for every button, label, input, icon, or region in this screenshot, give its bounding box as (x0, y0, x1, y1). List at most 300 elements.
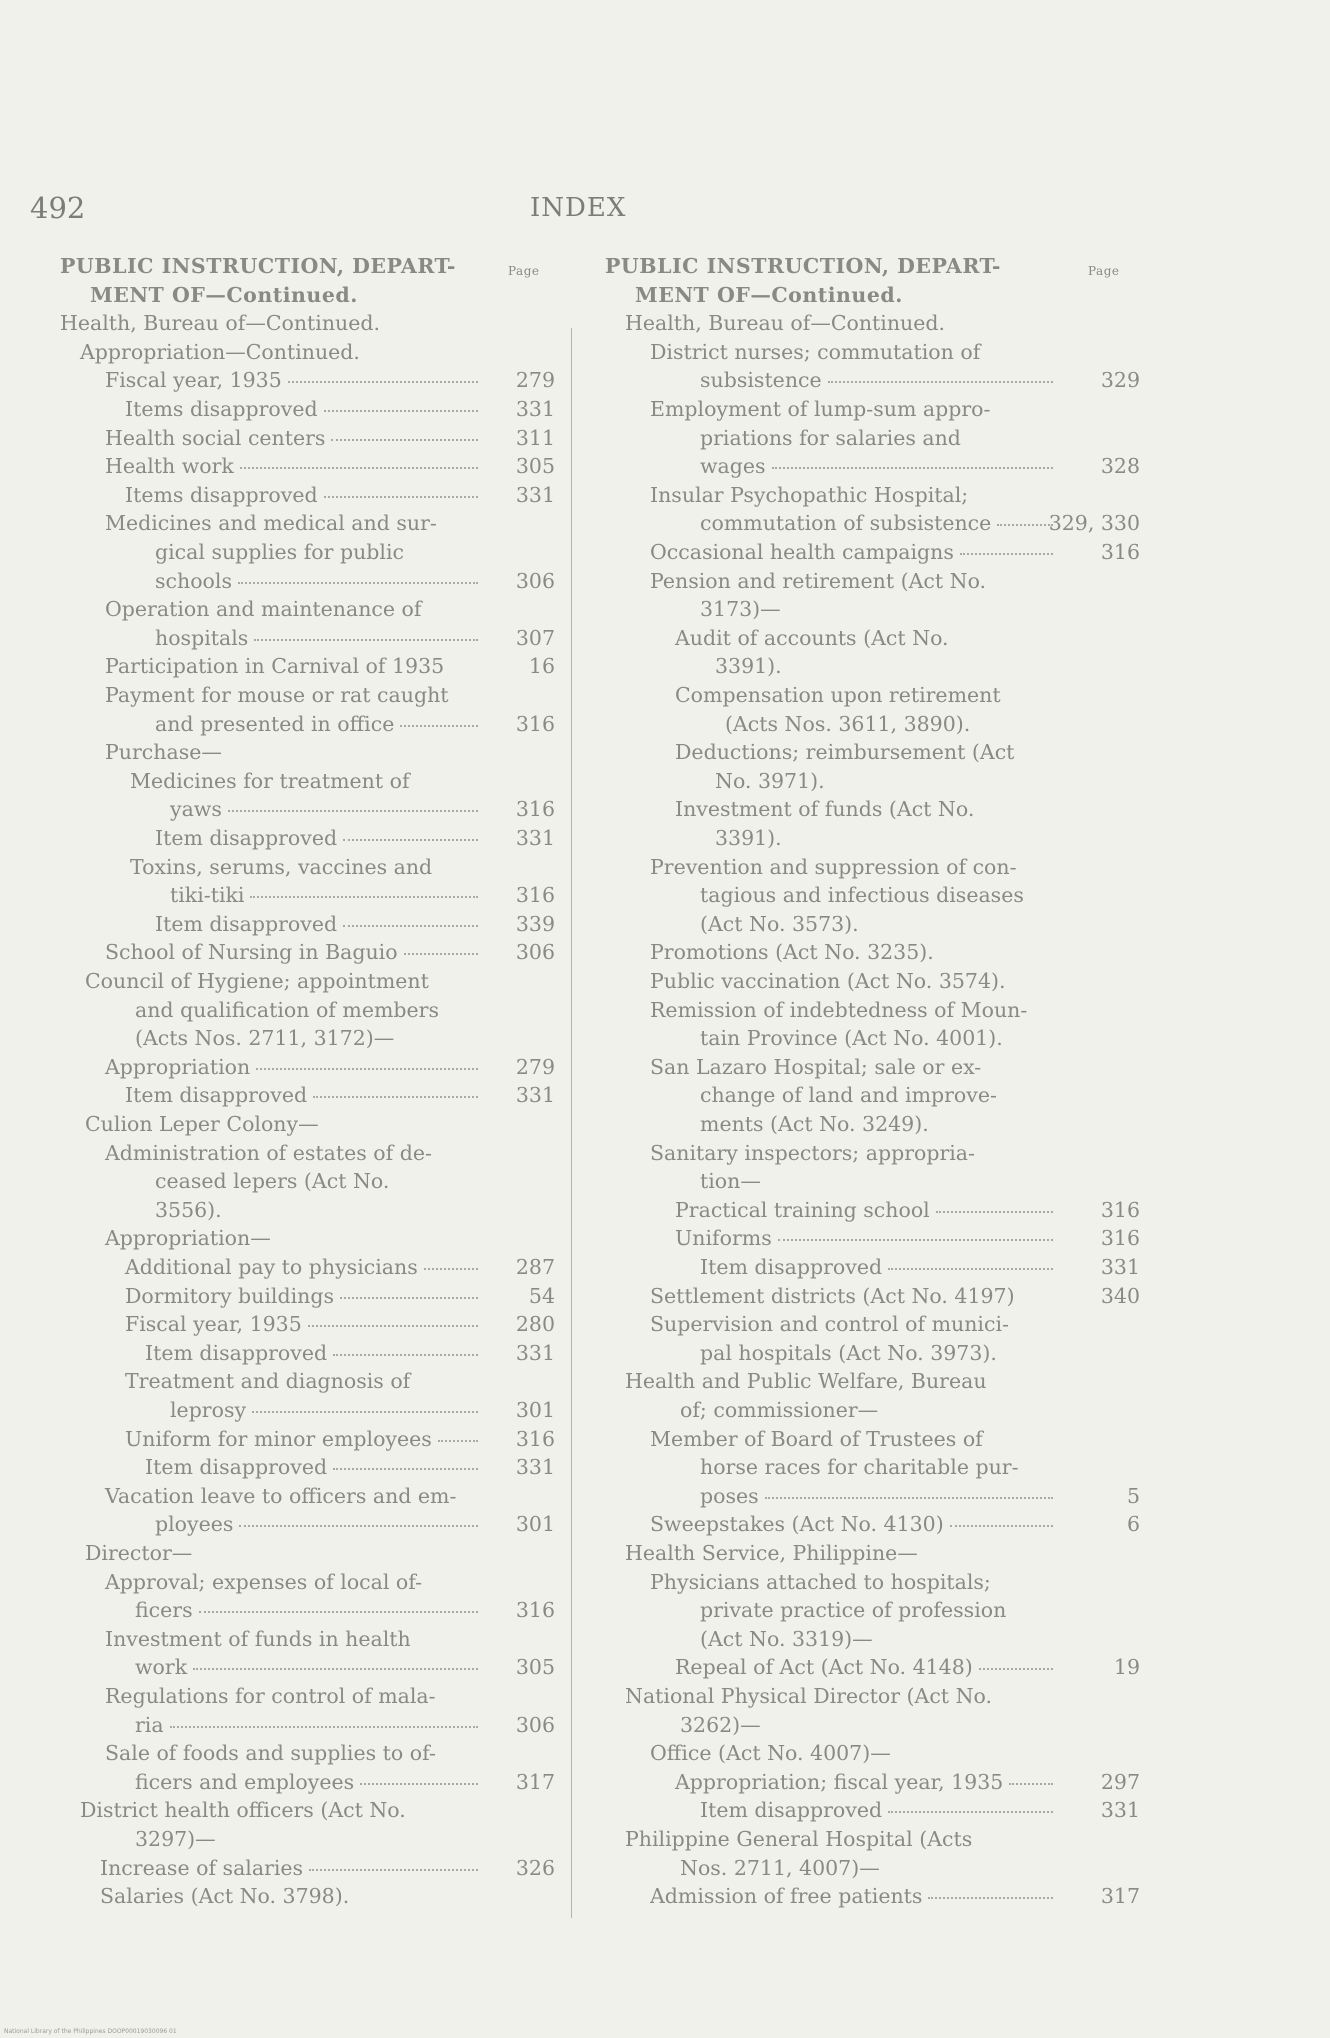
right-entry-text: Health Service, Philippine— (625, 1541, 918, 1565)
right-dot-leader (936, 1211, 1053, 1213)
scan-credit: National Library of the Philippines DOOP00019030096 01 (4, 2028, 177, 2035)
right-index-entry (700, 910, 859, 938)
left-index-entry (105, 424, 478, 452)
right-entry-text: Office (Act No. 4007)— (650, 1741, 891, 1766)
left-dot-leader (340, 1297, 478, 1299)
right-entry-text: (Act No. 3573). (700, 911, 859, 936)
right-page-column-label: Page (1088, 264, 1120, 278)
left-dot-leader (333, 1468, 478, 1470)
right-index-entry (715, 652, 782, 680)
right-index-entry (700, 1625, 873, 1653)
right-entry-text: poses (700, 1483, 759, 1508)
left-index-entry (155, 1196, 222, 1224)
right-entry-text: Repeal of Act (Act No. 4148) (675, 1655, 973, 1680)
right-entry-text: private practice of profession (700, 1598, 1007, 1623)
left-dot-leader (252, 1411, 478, 1413)
right-index-entry (625, 1825, 972, 1853)
left-index-entry (155, 1510, 478, 1538)
left-entry-text: PUBLIC INSTRUCTION, DEPART- (60, 254, 456, 278)
right-index-entry (650, 395, 990, 423)
right-index-entry (605, 252, 1001, 280)
left-dot-leader (438, 1440, 478, 1442)
left-index-entry (105, 595, 421, 623)
left-entry-text: Toxins, serums, vaccines and (130, 854, 433, 879)
right-index-entry (675, 738, 1014, 766)
left-entry-text: Item disapproved (155, 911, 338, 936)
right-page-reference: 316 (1100, 1226, 1140, 1251)
left-index-entry (155, 824, 478, 852)
left-dot-leader (333, 1354, 478, 1356)
left-entry-text: Appropriation— (105, 1226, 271, 1251)
left-entry-text: work (135, 1655, 188, 1680)
right-entry-text: Promotions (Act No. 3235). (650, 940, 934, 965)
right-entry-text: Insular Psychopathic Hospital; (650, 482, 969, 507)
left-page-column-label: Page (508, 264, 540, 278)
left-dot-leader (238, 582, 478, 584)
right-dot-leader (828, 381, 1053, 383)
right-page-reference: 6 (1126, 1512, 1140, 1537)
right-entry-text: Item disapproved (700, 1255, 883, 1279)
left-index-entry (125, 1282, 478, 1310)
left-dot-leader (170, 1726, 478, 1728)
left-entry-text: ployees (155, 1512, 234, 1537)
right-entry-text: No. 3971). (715, 768, 825, 793)
right-entry-text: wages (700, 454, 766, 479)
left-entry-text: ficers (135, 1598, 193, 1623)
left-dot-leader (250, 896, 478, 898)
right-index-entry (650, 1310, 1009, 1338)
left-index-entry (80, 338, 360, 366)
right-entry-text: priations for salaries and (700, 425, 961, 450)
left-entry-text: Payment for mouse or rat caught (105, 683, 449, 707)
right-dot-leader (765, 1497, 1053, 1499)
left-page-reference: 331 (515, 1340, 555, 1365)
right-entry-text: Physicians attached to hospitals; (650, 1569, 991, 1594)
right-entry-text: 3391). (715, 826, 782, 850)
left-page-reference: 301 (515, 1398, 555, 1422)
left-entry-text: yaws (170, 797, 222, 822)
left-index-entry (135, 1711, 478, 1739)
left-index-entry (130, 853, 432, 881)
left-entry-text: Item disapproved (145, 1455, 328, 1480)
right-index-entry (680, 1396, 878, 1424)
right-dot-leader (888, 1811, 1053, 1813)
left-index-entry (105, 938, 478, 966)
left-page-reference: 305 (515, 454, 555, 479)
left-index-entry (105, 1739, 436, 1767)
left-index-entry (170, 795, 478, 823)
right-dot-leader (950, 1525, 1053, 1527)
right-page-reference: 331 (1100, 1798, 1140, 1823)
right-index-entry (650, 1882, 1053, 1910)
left-entry-text: Sale of foods and supplies to of- (105, 1741, 436, 1766)
left-index-entry (155, 567, 478, 595)
left-entry-text: and qualification of members (135, 997, 439, 1022)
right-page-reference: 317 (1100, 1884, 1140, 1909)
right-dot-leader (960, 553, 1053, 555)
right-page-reference: 316 (1100, 1197, 1140, 1222)
left-index-entry (60, 252, 456, 280)
left-page-reference: 287 (515, 1255, 555, 1279)
right-index-entry (680, 1854, 880, 1882)
right-entry-text: Sanitary inspectors; appropria- (650, 1140, 975, 1165)
left-entry-text: Dormitory buildings (125, 1283, 335, 1308)
right-entry-text: Investment of funds (Act No. (675, 797, 975, 822)
right-page-reference: 19 (1113, 1655, 1140, 1680)
left-index-entry (105, 509, 437, 537)
right-index-entry (700, 509, 1053, 537)
left-entry-text: School of Nursing in Baguio (105, 940, 398, 965)
left-entry-text: Fiscal year, 1935 (105, 368, 282, 393)
right-page-reference: 297 (1100, 1769, 1140, 1794)
right-index-entry (675, 795, 974, 823)
left-entry-text: Director— (85, 1541, 193, 1565)
left-page-reference: 316 (515, 1598, 555, 1623)
right-page-reference: 340 (1100, 1283, 1140, 1308)
left-index-entry (155, 624, 478, 652)
left-page-reference: 331 (515, 397, 555, 421)
right-index-entry (650, 567, 986, 595)
left-entry-text: Approval; expenses of local of- (105, 1569, 423, 1594)
left-entry-text: Health social centers (105, 425, 326, 450)
right-entry-text: subsistence (700, 368, 822, 393)
left-index-entry (125, 1310, 478, 1338)
left-index-entry (105, 452, 478, 480)
left-index-entry (85, 1539, 192, 1567)
right-index-entry (650, 538, 1053, 566)
left-entry-text: Regulations for control of mala- (105, 1684, 436, 1708)
left-entry-text: Additional pay to physicians (125, 1255, 418, 1279)
left-page-reference: 280 (515, 1312, 555, 1337)
page-number: 492 (30, 191, 86, 225)
left-entry-text: Purchase— (105, 740, 222, 765)
right-entry-text: District nurses; commutation of (650, 339, 981, 364)
left-page-reference: 306 (515, 568, 555, 593)
right-entry-text: horse races for charitable pur- (700, 1455, 1019, 1480)
left-dot-leader (239, 1525, 478, 1527)
left-page-reference: 306 (515, 1712, 555, 1737)
left-entry-text: 3556). (155, 1197, 222, 1222)
left-dot-leader (343, 925, 478, 927)
left-index-entry (90, 281, 358, 309)
right-index-entry (700, 1081, 997, 1109)
left-entry-text: gical supplies for public (155, 540, 404, 564)
left-index-entry (125, 1425, 478, 1453)
left-entry-text: schools (155, 568, 232, 593)
right-entry-text: PUBLIC INSTRUCTION, DEPART- (605, 254, 1001, 278)
left-entry-text: District health officers (Act No. (80, 1798, 406, 1823)
right-dot-leader (888, 1268, 1053, 1270)
right-dot-leader (997, 524, 1053, 526)
right-entry-text: (Acts Nos. 3611, 3890). (725, 711, 971, 736)
right-entry-text: Admission of free patients (650, 1884, 923, 1909)
right-entry-text: tion— (700, 1169, 761, 1194)
right-entry-text: Item disapproved (700, 1798, 883, 1823)
left-entry-text: Appropriation—Continued. (80, 339, 360, 364)
right-dot-leader (1009, 1783, 1053, 1785)
left-page-reference: 279 (515, 368, 555, 393)
right-index-entry (700, 1024, 1003, 1052)
left-entry-text: Health work (105, 454, 234, 479)
right-entry-text: commutation of subsistence (700, 511, 992, 536)
right-index-entry (675, 1224, 1053, 1252)
right-entry-text: of; commissioner— (680, 1398, 879, 1422)
right-index-entry (700, 1796, 1053, 1824)
left-dot-leader (256, 1068, 478, 1070)
right-index-entry (675, 1653, 1053, 1681)
right-entry-text: Deductions; reimbursement (Act (675, 740, 1015, 765)
left-index-entry (85, 967, 429, 995)
right-index-entry (650, 1510, 1053, 1538)
left-page-reference: 54 (528, 1283, 555, 1308)
left-index-entry (155, 910, 478, 938)
left-entry-text: Medicines and medical and sur- (105, 511, 437, 536)
right-entry-text: 3262)— (680, 1712, 761, 1737)
right-entry-text: Uniforms (675, 1226, 772, 1251)
left-index-entry (125, 395, 478, 423)
right-index-entry (650, 1568, 991, 1596)
column-divider (571, 328, 572, 1918)
right-entry-text: Appropriation; fiscal year, 1935 (675, 1769, 1004, 1794)
left-dot-leader (331, 439, 478, 441)
right-entry-text: ments (Act No. 3249). (700, 1112, 929, 1136)
left-page-reference: 317 (515, 1769, 555, 1794)
right-entry-text: Audit of accounts (Act No. (675, 625, 949, 650)
left-dot-leader (343, 839, 478, 841)
left-page-reference: 279 (515, 1054, 555, 1079)
left-index-entry (155, 710, 478, 738)
left-dot-leader (400, 725, 478, 727)
right-index-entry (650, 1139, 975, 1167)
right-entry-text: Remission of indebtedness of Moun- (650, 997, 1028, 1022)
left-index-entry (155, 538, 404, 566)
left-index-entry (105, 681, 449, 709)
right-index-entry (700, 1482, 1053, 1510)
left-dot-leader (288, 381, 478, 383)
left-page-reference: 311 (515, 425, 555, 450)
left-dot-leader (199, 1611, 478, 1613)
right-index-entry (650, 853, 1017, 881)
right-entry-text: Philippine General Hospital (Acts (625, 1827, 973, 1851)
left-entry-text: 3297)— (135, 1827, 216, 1851)
right-entry-text: tain Province (Act No. 4001). (700, 1026, 1003, 1051)
right-entry-text: MENT OF—Continued. (635, 282, 903, 307)
left-index-entry (100, 1882, 349, 1910)
left-page-reference: 339 (515, 911, 555, 936)
left-index-entry (125, 1081, 478, 1109)
right-index-entry (700, 1167, 761, 1195)
right-entry-text: Pension and retirement (Act No. (650, 568, 987, 593)
right-index-entry (625, 1539, 918, 1567)
left-page-reference: 307 (515, 625, 555, 650)
left-index-entry (85, 1110, 319, 1138)
left-dot-leader (324, 496, 478, 498)
right-entry-text: Nos. 2711, 4007)— (680, 1855, 880, 1880)
left-page-reference: 306 (515, 940, 555, 965)
left-entry-text: ficers and employees (135, 1769, 355, 1794)
right-page-reference: 328 (1100, 454, 1140, 479)
left-index-entry (135, 996, 439, 1024)
left-index-entry (135, 1653, 478, 1681)
right-index-entry (680, 1711, 761, 1739)
right-index-entry (700, 1339, 997, 1367)
left-index-entry (145, 1453, 478, 1481)
left-index-entry (105, 366, 478, 394)
right-entry-text: 3391). (715, 654, 782, 679)
right-entry-text: National Physical Director (Act No. (625, 1684, 992, 1708)
right-index-entry (715, 824, 782, 852)
right-index-entry (675, 681, 1001, 709)
left-page-reference: 16 (528, 654, 555, 679)
right-dot-leader (778, 1239, 1053, 1241)
right-index-entry (650, 481, 968, 509)
right-index-entry (715, 767, 825, 795)
left-entry-text: Health, Bureau of—Continued. (60, 311, 381, 336)
left-entry-text: Treatment and diagnosis of (125, 1369, 411, 1394)
right-page-reference: 331 (1100, 1255, 1140, 1279)
left-dot-leader (254, 639, 478, 641)
left-entry-text: ria (135, 1712, 164, 1737)
right-index-entry (700, 1110, 929, 1138)
left-entry-text: Uniform for minor employees (125, 1426, 432, 1451)
left-entry-text: hospitals (155, 625, 249, 650)
right-entry-text: Prevention and suppression of con- (650, 854, 1017, 879)
right-index-entry (700, 452, 1053, 480)
left-index-entry (80, 1796, 406, 1824)
left-index-entry (145, 1339, 478, 1367)
left-page-reference: 331 (515, 1083, 555, 1108)
left-index-entry (125, 481, 478, 509)
left-index-entry (135, 1825, 216, 1853)
right-index-entry (650, 1739, 891, 1767)
left-page-reference: 316 (515, 711, 555, 736)
right-entry-text: Supervision and control of munici- (650, 1312, 1009, 1337)
left-index-entry (105, 652, 444, 680)
left-index-entry (105, 1625, 411, 1653)
right-index-entry (625, 1682, 992, 1710)
left-entry-text: Medicines for treatment of (130, 768, 410, 793)
left-page-reference: 326 (515, 1855, 555, 1880)
right-index-entry (650, 338, 980, 366)
left-page-reference: 331 (515, 482, 555, 507)
right-page-reference: 5 (1126, 1483, 1140, 1508)
left-index-entry (125, 1253, 478, 1281)
right-index-entry (700, 1453, 1019, 1481)
right-entry-text: Compensation upon retirement (675, 683, 1001, 707)
right-index-entry (625, 1367, 987, 1395)
left-entry-text: Salaries (Act No. 3798). (100, 1884, 350, 1909)
left-entry-text: Administration of estates of de- (105, 1140, 432, 1165)
left-entry-text: Item disapproved (145, 1340, 328, 1365)
left-dot-leader (308, 1325, 478, 1327)
left-index-entry (135, 1596, 478, 1624)
right-index-entry (700, 424, 961, 452)
left-dot-leader (313, 1096, 478, 1098)
left-index-entry (60, 309, 380, 337)
right-index-entry (675, 624, 949, 652)
left-entry-text: Item disapproved (125, 1083, 308, 1108)
left-entry-text: leprosy (170, 1398, 247, 1422)
left-dot-leader (309, 1869, 478, 1871)
left-page-reference: 316 (515, 797, 555, 822)
left-entry-text: Increase of salaries (100, 1855, 304, 1880)
left-index-entry (105, 738, 222, 766)
left-index-entry (170, 1396, 478, 1424)
left-dot-leader (228, 810, 478, 812)
left-index-entry (105, 1568, 422, 1596)
right-page-reference: 329, 330 (1048, 511, 1140, 536)
running-head: INDEX (530, 193, 627, 223)
left-index-entry (130, 767, 410, 795)
left-entry-text: tiki-tiki (170, 883, 245, 908)
right-entry-text: Public vaccination (Act No. 3574). (650, 969, 1006, 993)
left-index-entry (105, 1053, 478, 1081)
right-entry-text: 3173)— (700, 597, 781, 622)
left-entry-text: Operation and maintenance of (105, 597, 422, 622)
left-index-entry (105, 1482, 456, 1510)
left-entry-text: (Acts Nos. 2711, 3172)— (135, 1026, 395, 1051)
left-index-entry (135, 1024, 394, 1052)
left-page-reference: 331 (515, 826, 555, 850)
left-dot-leader (360, 1783, 478, 1785)
right-entry-text: Health, Bureau of—Continued. (625, 311, 946, 336)
left-dot-leader (240, 467, 478, 469)
left-entry-text: Items disapproved (125, 482, 318, 507)
right-entry-text: (Act No. 3319)— (700, 1626, 873, 1651)
right-index-entry (650, 1282, 1015, 1310)
right-page-reference: 329 (1100, 368, 1140, 393)
right-index-entry (650, 967, 1006, 995)
right-index-entry (635, 281, 903, 309)
right-index-entry (675, 1196, 1053, 1224)
left-index-entry (170, 881, 478, 909)
left-index-entry (105, 1224, 271, 1252)
left-entry-text: Participation in Carnival of 1935 (105, 654, 445, 679)
left-entry-text: and presented in office (155, 711, 395, 736)
right-entry-text: Employment of lump-sum appro- (650, 397, 991, 421)
left-entry-text: ceased lepers (Act No. (155, 1169, 390, 1194)
right-entry-text: Practical training school (675, 1197, 930, 1222)
left-entry-text: Vacation leave to officers and em- (105, 1483, 457, 1508)
right-entry-text: change of land and improve- (700, 1083, 997, 1108)
left-dot-leader (193, 1668, 478, 1670)
left-index-entry (135, 1768, 478, 1796)
right-index-entry (625, 309, 945, 337)
right-entry-text: Sweepstakes (Act No. 4130) (650, 1512, 944, 1537)
right-entry-text: Member of Board of Trustees of (650, 1426, 983, 1451)
right-index-entry (700, 881, 1024, 909)
right-entry-text: Settlement districts (Act No. 4197) (650, 1283, 1015, 1308)
right-entry-text: Occasional health campaigns (650, 540, 954, 564)
left-index-entry (105, 1682, 436, 1710)
left-entry-text: Items disapproved (125, 397, 318, 421)
left-page-reference: 301 (515, 1512, 555, 1537)
left-page-reference: 331 (515, 1455, 555, 1480)
left-entry-text: Item disapproved (155, 826, 338, 850)
left-dot-leader (404, 953, 478, 955)
right-dot-leader (772, 467, 1053, 469)
left-page-reference: 316 (515, 1426, 555, 1451)
right-index-entry (650, 1053, 981, 1081)
left-index-entry (125, 1367, 410, 1395)
left-dot-leader (324, 410, 478, 412)
right-index-entry (700, 595, 781, 623)
left-page-reference: 305 (515, 1655, 555, 1680)
right-index-entry (650, 996, 1027, 1024)
right-entry-text: tagious and infectious diseases (700, 883, 1024, 908)
right-entry-text: San Lazaro Hospital; sale or ex- (650, 1054, 982, 1079)
right-dot-leader (928, 1897, 1053, 1899)
